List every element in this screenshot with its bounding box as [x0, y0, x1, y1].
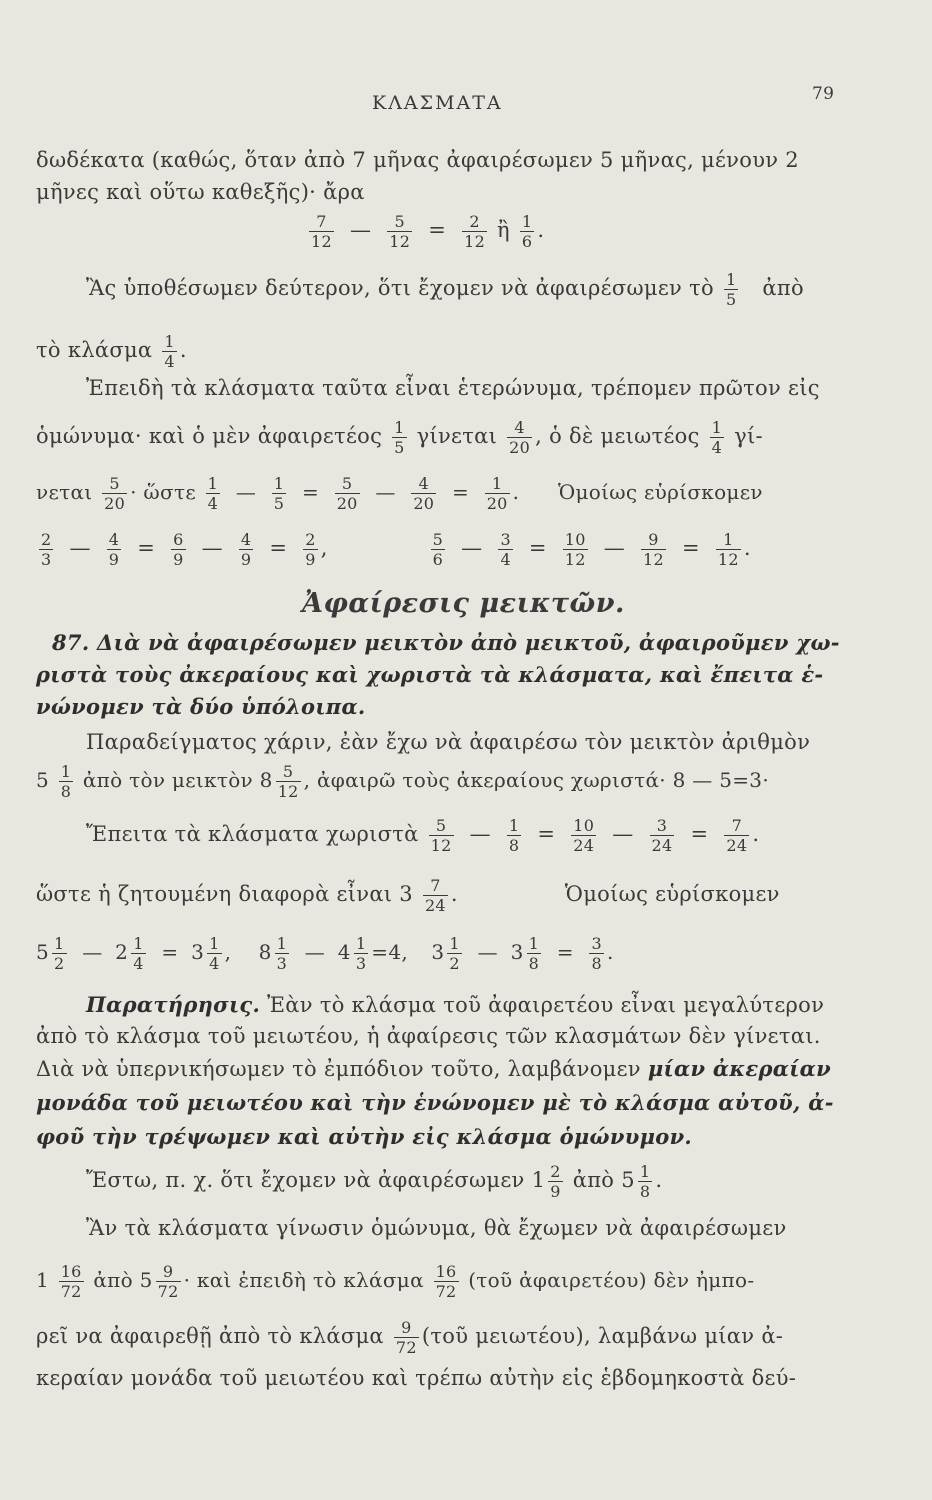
fraction: $\frac{1}{2}$: [54, 934, 65, 973]
fraction: $\frac{6}{9}$: [173, 530, 184, 569]
text-line: Ἂς ὑποθέσωμεν δεύτερον, ὅτι ἔχομεν νὰ ἀφαιρέσωμεν τὸ $\frac{1}{5}$ ἀπὸ: [86, 270, 804, 309]
fraction: $\frac{1}{6}$: [521, 212, 533, 251]
fraction: $\frac{16}{72}$: [435, 1262, 457, 1301]
fraction: $\frac{2}{9}$: [305, 530, 316, 569]
equation: 5 $\frac{1}{2}$ — 2 $\frac{1}{4}$ = 3 $\frac{1}{4}$ , 8 $\frac{1}{3}$ — 4 $\frac{1}{3}$ =4, 3 $\frac{1}{2}$ — 3 $\frac{1}{8}$ = $\frac{3}{8}$ .: [36, 934, 614, 973]
fraction: $\frac{7}{24}$: [424, 876, 446, 915]
running-header: ΚΛΑΣΜΑΤΑ: [372, 92, 503, 114]
rule-line: νώνομεν τὰ δύο ὑπόλοιπα.: [36, 694, 366, 719]
text-line: Παραδείγματος χάριν, ἐὰν ἔχω νὰ ἀφαιρέσω τὸν μεικτὸν ἀριθμὸν: [86, 730, 811, 754]
fraction: $\frac{16}{72}$: [60, 1262, 82, 1301]
text-line: Παρατήρησις. Ἐὰν τὸ κλάσμα τοῦ ἀφαιρετέου εἶναι μεγαλύτερον: [86, 992, 825, 1017]
text-line: ὥστε ἡ ζητουμένη διαφορὰ εἶναι 3 $\frac{7}{24}$ . Ὁμοίως εὑρίσκομεν: [36, 876, 780, 915]
fraction: $\frac{1}{5}$: [273, 474, 285, 513]
fraction: $\frac{10}{24}$: [573, 816, 595, 855]
fraction: $\frac{2}{9}$: [550, 1162, 561, 1201]
text-line: ἀπὸ τὸ κλάσμα τοῦ μειωτέου, ἡ ἀφαίρεσις τῶν κλασμάτων δὲν γίνεται.: [36, 1024, 821, 1048]
fraction: $\frac{4}{9}$: [240, 530, 252, 569]
text-line: μῆνες καὶ οὕτω καθεξῆς)· ἄρα: [36, 180, 365, 204]
fraction: $\frac{9}{72}$: [395, 1318, 417, 1357]
fraction: $\frac{4}{20}$: [509, 418, 531, 457]
fraction: $\frac{7}{24}$: [726, 816, 748, 855]
fraction: $\frac{1}{8}$: [639, 1162, 651, 1201]
fraction: $\frac{1}{4}$: [209, 934, 220, 973]
fraction: $\frac{7}{12}$: [311, 212, 332, 251]
fraction: $\frac{3}{8}$: [591, 934, 602, 973]
section-title: Ἀφαίρεσις μεικτῶν.: [302, 588, 625, 619]
fraction: $\frac{1}{5}$: [394, 418, 405, 457]
fraction: $\frac{5}{6}$: [432, 530, 444, 569]
text-line: Ἐπειδὴ τὰ κλάσματα ταῦτα εἶναι ἑτερώνυμα, τρέπομεν πρῶτον εἰς: [86, 376, 820, 400]
equation: $\frac{2}{3}$ — $\frac{4}{9}$ = $\frac{6}{9}$ — $\frac{4}{9}$ = $\frac{2}{9}$ , $\frac{5}{6}$ — $\frac{3}{4}$ = $\frac{10}{12}$ — $\frac{9}{12}$ = $\frac{1}{12}$ .: [41, 530, 751, 569]
text-line: Διὰ νὰ ὑπερνικήσωμεν τὸ ἐμπόδιον τοῦτο, λαμβάνομεν μίαν ἀκεραίαν: [36, 1056, 832, 1081]
text-line: μονάδα τοῦ μειωτέου καὶ τὴν ἑνώνομεν μὲ τὸ κλάσμα αὐτοῦ, ἀ-: [36, 1090, 834, 1115]
text-line: κεραίαν μονάδα τοῦ μειωτέου καὶ τρέπω αὐτὴν εἰς ἑβδομηκοστὰ δεύ-: [36, 1366, 797, 1390]
fraction: $\frac{1}{20}$: [486, 474, 508, 513]
fraction: $\frac{1}{4}$: [207, 474, 219, 513]
fraction: $\frac{1}{4}$: [133, 934, 144, 973]
fraction: $\frac{1}{4}$: [711, 418, 723, 457]
fraction: $\frac{5}{12}$: [277, 762, 299, 801]
text-line: Ἔστω, π. χ. ὅτι ἔχομεν νὰ ἀφαιρέσωμεν 1 $\frac{2}{9}$ ἀπὸ 5 $\frac{1}{8}$ .: [86, 1162, 663, 1201]
fraction: $\frac{3}{4}$: [500, 530, 511, 569]
fraction: $\frac{1}{8}$: [528, 934, 540, 973]
fraction: $\frac{4}{20}$: [413, 474, 435, 513]
equation: $\frac{7}{12}$ — $\frac{5}{12}$ = $\frac{2}{12}$ ἢ $\frac{1}{6}$ .: [311, 212, 545, 251]
fraction: $\frac{2}{12}$: [464, 212, 486, 251]
text-line: ὁμώνυμα· καὶ ὁ μὲν ἀφαιρετέος $\frac{1}{5}$ γίνεται $\frac{4}{20}$ , ὁ δὲ μειωτέος $\frac{1}{4}$ γί-: [36, 418, 763, 457]
page-number: 79: [812, 84, 835, 104]
text-line: Ἂν τὰ κλάσματα γίνωσιν ὁμώνυμα, θὰ ἔχωμεν νὰ ἀφαιρέσωμεν: [86, 1216, 787, 1240]
fraction: $\frac{1}{8}$: [60, 762, 72, 801]
fraction: $\frac{5}{20}$: [104, 474, 126, 513]
text-line: 5 $\frac{1}{8}$ ἀπὸ τὸν μεικτὸν 8 $\frac{5}{12}$ , ἀφαιρῶ τοὺς ἀκεραίους χωριστά· 8 — 5=3·: [36, 762, 769, 801]
fraction: $\frac{1}{5}$: [725, 270, 737, 309]
fraction: $\frac{5}{12}$: [430, 816, 452, 855]
fraction: $\frac{9}{12}$: [643, 530, 665, 569]
fraction: $\frac{5}{12}$: [389, 212, 411, 251]
fraction: $\frac{10}{12}$: [564, 530, 586, 569]
text-line: Ἔπειτα τὰ κλάσματα χωριστὰ $\frac{5}{12}$ — $\frac{1}{8}$ = $\frac{10}{24}$ — $\frac{3}{24}$ = $\frac{7}{24}$ .: [86, 816, 760, 855]
text-line: νεται $\frac{5}{20}$ · ὥστε $\frac{1}{4}$ — $\frac{1}{5}$ = $\frac{5}{20}$ — $\frac{4}{20}$ = $\frac{1}{20}$ . Ὁμοίως εὑρίσκομεν: [36, 474, 763, 513]
fraction: $\frac{1}{3}$: [355, 934, 367, 973]
fraction: $\frac{1}{3}$: [276, 934, 288, 973]
fraction: $\frac{1}{2}$: [449, 934, 460, 973]
fraction: $\frac{1}{8}$: [508, 816, 520, 855]
fraction: $\frac{1}{12}$: [717, 530, 739, 569]
text-line: 1 $\frac{16}{72}$ ἀπὸ 5 $\frac{9}{72}$ · καὶ ἐπειδὴ τὸ κλάσμα $\frac{16}{72}$ (τοῦ ἀφαιρετέου) δὲν ἠμπο-: [36, 1262, 755, 1301]
text-line: φοῦ τὴν τρέψωμεν καὶ αὐτὴν εἰς κλάσμα ὁμώνυμον.: [36, 1124, 693, 1149]
fraction: $\frac{1}{4}$: [164, 332, 175, 371]
text-line: ρεῖ να ἀφαιρεθῇ ἀπὸ τὸ κλάσμα $\frac{9}{72}$ (τοῦ μειωτέου), λαμβάνω μίαν ἀ-: [36, 1318, 784, 1357]
fraction: $\frac{4}{9}$: [108, 530, 120, 569]
rule-line: 87. Διὰ νὰ ἀφαιρέσωμεν μεικτὸν ἀπὸ μεικτοῦ, ἀφαιροῦμεν χω-: [52, 630, 840, 655]
note-label: Παρατήρησις.: [86, 992, 261, 1017]
fraction: $\frac{5}{20}$: [336, 474, 358, 513]
rule-line: ριστὰ τοὺς ἀκεραίους καὶ χωριστὰ τὰ κλάσματα, καὶ ἔπειτα ἑ-: [36, 662, 824, 687]
fraction: $\frac{2}{3}$: [41, 530, 52, 569]
fraction: $\frac{9}{72}$: [157, 1262, 179, 1301]
text-line: τὸ κλάσμα $\frac{1}{4}$ .: [36, 332, 187, 371]
fraction: $\frac{3}{24}$: [651, 816, 673, 855]
text-line: δωδέκατα (καθώς, ὅταν ἀπὸ 7 μῆνας ἀφαιρέσωμεν 5 μῆνας, μένουν 2: [36, 148, 799, 172]
